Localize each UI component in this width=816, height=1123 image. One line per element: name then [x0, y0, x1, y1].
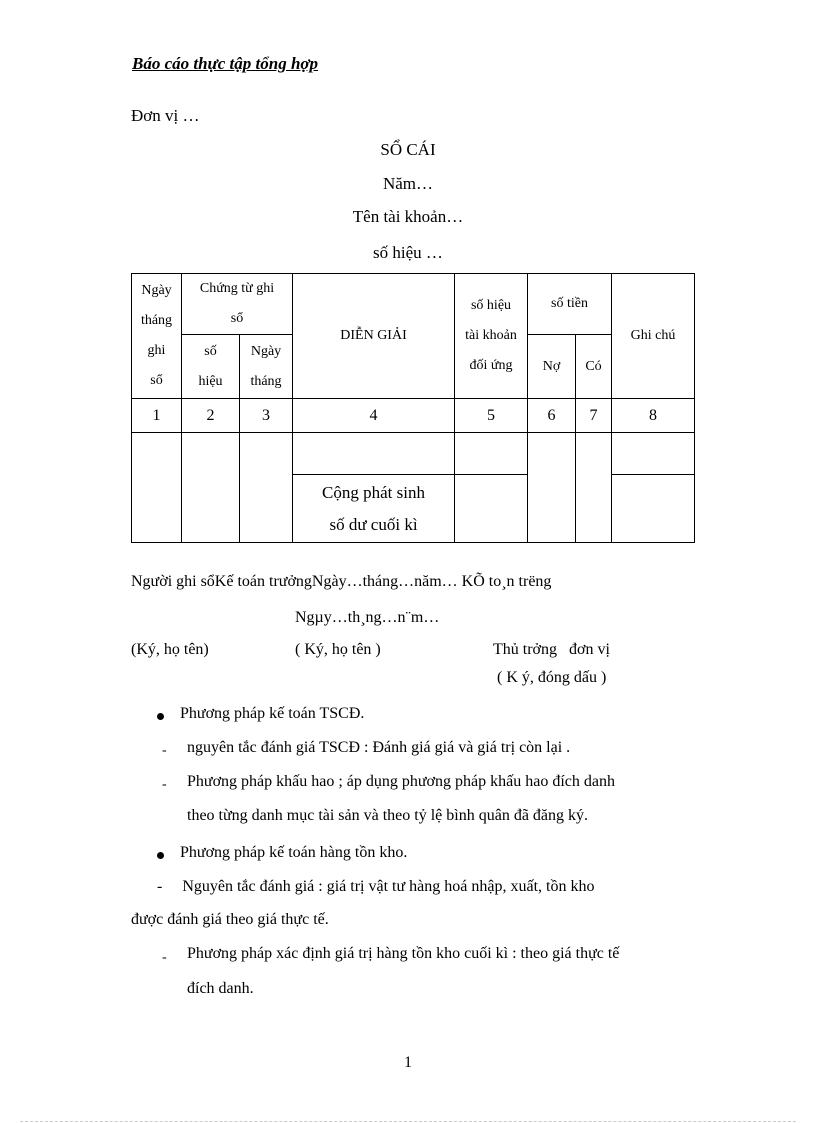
table-cell [293, 433, 455, 475]
inventory-valuation: - Nguyên tắc đánh giá : giá trị vật tư hàng hoá nhập, xuất, tồn kho [157, 878, 595, 895]
col-number: 8 [612, 399, 695, 433]
col-ngay-thang: Ngày tháng [240, 335, 293, 399]
account-number-label: số hiệu … [373, 243, 443, 262]
col-number: 3 [240, 399, 293, 433]
page-number: 1 [404, 1054, 412, 1071]
fixed-assets-valuation: nguyên tắc đánh giá TSCĐ : Đánh giá giá và giá trị còn lại . [187, 739, 571, 756]
ledger-title: SỔ CÁI [380, 140, 436, 159]
bullet-icon [157, 852, 164, 859]
ledger-table [131, 273, 695, 543]
col-so-tien: số tiền [528, 274, 612, 335]
depreciation-method-cont: theo từng danh mục tài sản và theo tỷ lệ bình quân đã đăng ký. [187, 807, 589, 824]
bullet-icon [157, 713, 164, 720]
table-cell [455, 475, 528, 543]
col-number: 2 [182, 399, 240, 433]
col-so-hieu: số hiệu [182, 335, 240, 399]
date-line: Ngµy…th¸ng…n¨m… [295, 609, 440, 626]
col-ngay-thang-ghi-so: Ngày tháng ghi sổ [132, 274, 182, 399]
col-no: Nợ [528, 335, 576, 399]
inventory-valuation-cont: được đánh giá theo giá thực tế. [131, 911, 329, 928]
col-co: Có [576, 335, 612, 399]
sign-chief-accountant: ( Ký, họ tên ) [295, 641, 381, 658]
page-divider [20, 1121, 796, 1122]
dash-icon: - [162, 743, 167, 758]
table-cell [612, 433, 695, 475]
table-cell [182, 433, 240, 543]
sign-recorder: (Ký, họ tên) [131, 641, 209, 658]
bullet-fixed-assets: Phương pháp kế toán TSCĐ. [180, 705, 365, 722]
account-name-label: Tên tài khoản… [352, 207, 464, 226]
inventory-method: Phương pháp xác định giá trị hàng tồn kho cuối kì : theo giá thực tế [187, 945, 620, 962]
table-cell [576, 433, 612, 543]
table-cell [132, 433, 182, 543]
table-cell [455, 433, 528, 475]
signature-line: Người ghi sổKế toán trưởngNgày…tháng…năm… KÕ to¸n trëng [131, 573, 552, 590]
dash-icon: - [162, 777, 167, 792]
sign-unit-head: Thủ trởng đơn vị [493, 641, 610, 658]
col-number: 6 [528, 399, 576, 433]
inventory-method-cont: đích danh. [187, 980, 254, 997]
col-tk-doi-ung: số hiệu tài khoản đối ứng [455, 274, 528, 399]
unit-label: Đơn vị … [131, 106, 200, 125]
totals-cell: Cộng phát sinh số dư cuối kì [293, 475, 455, 543]
sign-seal: ( K ý, đóng dấu ) [497, 669, 607, 686]
table-cell [240, 433, 293, 543]
col-chung-tu: Chứng từ ghi sổ [182, 274, 293, 335]
col-number: 1 [132, 399, 182, 433]
col-dien-giai: DIỄN GIẢI [293, 274, 455, 399]
table-cell [528, 433, 576, 543]
col-number: 4 [293, 399, 455, 433]
report-header: Báo cáo thực tập tổng hợp [132, 54, 319, 73]
col-number: 7 [576, 399, 612, 433]
col-ghi-chu: Ghi chú [612, 274, 695, 399]
dash-icon: - [162, 950, 167, 965]
bullet-inventory: Phương pháp kế toán hàng tồn kho. [180, 844, 408, 861]
col-number: 5 [455, 399, 528, 433]
depreciation-method: Phương pháp khấu hao ; áp dụng phương pháp khấu hao đích danh [187, 773, 615, 790]
year-label: Năm… [382, 174, 434, 193]
table-cell [612, 475, 695, 543]
